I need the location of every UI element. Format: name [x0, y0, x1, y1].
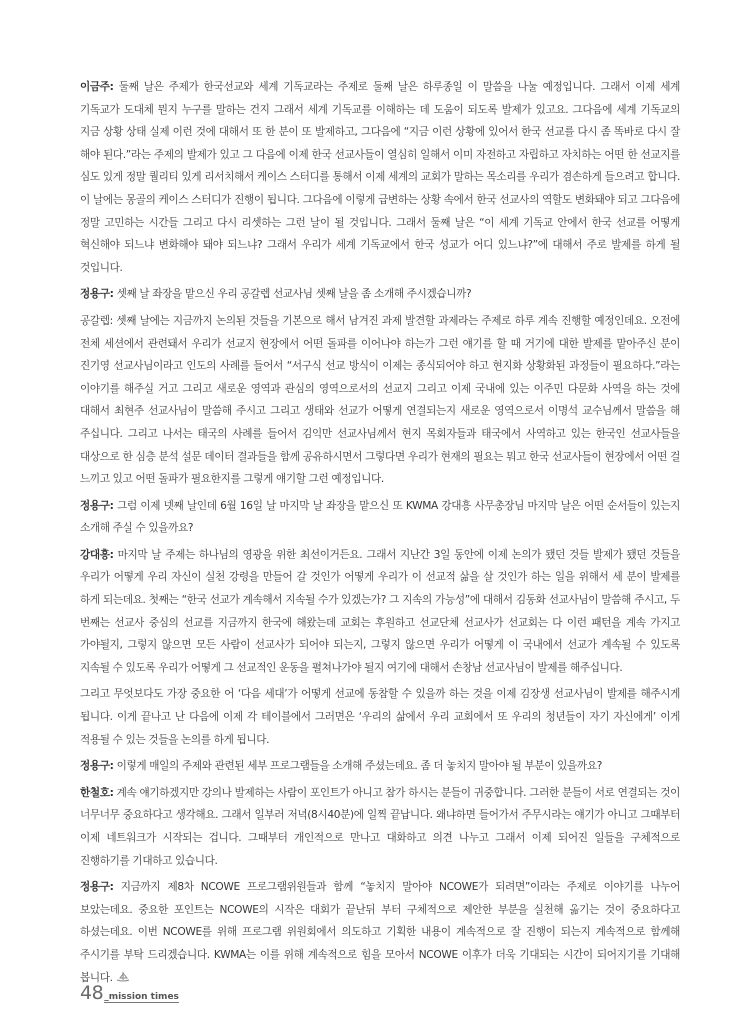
speaker-name: 한철호:	[80, 786, 114, 799]
article-body	[80, 76, 680, 996]
paragraph-text: 그럼 이제 넷째 날인데 6월 16일 날 마지막 날 좌장을 맡으신 또 KWMA 강대흥 사무총장님 마지막 날은 어떤 순서들이 있는지 소개해 주실 수 있을까요?	[80, 499, 680, 535]
page-footer	[80, 982, 179, 1004]
page-number: 48	[80, 982, 104, 1004]
speaker-name: 강대흥:	[80, 548, 114, 561]
paragraph	[80, 755, 680, 778]
paragraph	[80, 283, 680, 306]
paragraph	[80, 544, 680, 680]
paragraph	[80, 782, 680, 872]
speaker-name: 정용구:	[80, 881, 114, 894]
paragraph-text: 그리고 무엇보다도 가장 중요한 어 ‘다음 세대’가 어떻게 선교에 동참할 수 있을까 하는 것을 이제 김장생 선교사님이 발제를 해주시게 됩니다. 이게 끝나고 난 다음에 이제 각 테이블에서 그러면은 ‘우리의 삶에서 우리 교회에서 또 우리의 청년들이 자기 자신에게’ 이게 적용될 수 있는 것들을 논의를 하게 됩니다.	[80, 688, 680, 746]
paragraph-text: 지금까지 제8차 NCOWE 프로그램위원들과 함께 “놓치지 말아야 NCOWE가 되려면”이라는 주제로 이야기를 나누어 보았는데요. 중요한 포인트는 NCOWE의 시작은 대회가 끝난뒤 부터 구체적으로 제안한 부분을 실천해 옮기는 것이 중요하다고 하셨는데요. 이번 NCOWE를 위해 프로그램 위원회에서 의도하고 기획한 내용이 계속적으로 잘 진행이 되는지 계속적으로 함께해 주시기를 부탁 드리겠습니다. KWMA는 이를 위해 계속적으로 힘을 모아서 NCOWE 이후가 더욱 기대되는 시간이 되어지기를 기대해 봅니다.	[80, 881, 680, 984]
paragraph	[80, 876, 680, 992]
speaker-name: 정용구:	[80, 760, 114, 773]
paragraph	[80, 310, 680, 491]
speaker-name: 이금주:	[80, 81, 114, 93]
speaker-name: 정용구:	[80, 288, 114, 301]
speaker-name: 정용구:	[80, 499, 114, 512]
paragraph	[80, 76, 680, 279]
paragraph-text: 둘째 날은 주제가 한국선교와 세계 기독교라는 주제로 둘째 날은 하루종일 이 말씀을 나눌 예정입니다. 그래서 이제 세계 기독교가 도대체 뭔지 누구를 말하는 건지 그래서 세계 기독교를 이해하는 데 도움이 되도록 발제가 있고요. 그다음에 세계 기독교의 지금 상황 상태 실제 이런 것에 대해서 또 한 분이 또 발제하고, 그다음에 “지금 이런 상황에 있어서 한국 선교를 다시 좀 똑바로 다시 잘 해야 된다.”라는 주제의 발제가 있고 그 다음에 이제 한국 선교사들이 열심히 일해서 이미 자전하고 자립하고 자치하는 어떤 한 선교지를 심도 있게 정말 퀄리티 있게 리서치해서 케이스 스터디를 통해서 이제 세계의 교회가 말하는 목소리를 우리가 겸손하게 들으려고 합니다. 이 날에는 몽골의 케이스 스터디가 진행이 됩니다. 그다음에 이렇게 급변하는 상황 속에서 한국 선교사의 역할도 변화돼야 되고 그다음에 정말 고민하는 시간들 그리고 다시 리셋하는 그런 날이 될 것입니다. 그래서 둘째 날은 “이 세계 기독교 안에서 한국 선교를 어떻게 혁신해야 되느냐 변화해야 돼야 되느냐? 그래서 우리가 세계 기독교에서 한국 성교가 어디 있느냐?”에 대해서 주로 발제를 하게 될 것입니다.	[80, 81, 680, 274]
paragraph-text: 마지막 날 주제는 하나님의 영광을 위한 최선이거든요. 그래서 지난간 3일 동안에 이제 논의가 됐던 것들 발제가 됐던 것들을 우리가 어떻게 우리 자신이 실천 강령을 만들어 갈 것인가 어떻게 우리가 이 선교적 삶을 살 것인가 하는 일을 위해서 세 분이 발제를 하게 되는데요. 첫째는 “한국 선교가 계속해서 지속될 수가 있겠는가? 그 지속의 가능성”에 대해서 김동화 선교사님이 말씀해 주시고, 두 번째는 선교사 중심의 선교를 지금까지 한국에 해왔는데 교회는 후원하고 선교단체 선교사가 선교회는 다 이런 패턴을 계속 가지고 가야될지, 그렇지 않으면 모든 사람이 선교사가 되어야 되는지, 그렇지 않으면 우리가 어떻게 이 국내에서 선교가 계속될 수 있도록 지속될 수 있도록 우리가 어떻게 그 선교적인 운동을 펼쳐나가야 될지 여기에 대해서 손창남 선교사님이 발제를 해주십니다.	[80, 548, 680, 674]
paragraph	[80, 495, 680, 540]
paragraph-text: 공갈렙: 셋째 날에는 지금까지 논의된 것들을 기본으로 해서 남겨진 과제 발견할 과제라는 주제로 하루 계속 진행할 예정인데요. 오전에 전체 세션에서 관련돼서 우리가 선교지 현장에서 어떤 돌파를 이어나야 하는가 그런 얘기를 할 때 거기에 대한 발제를 맡아주신 분이 진기영 선교사님이라고 인도의 사례를 들어서 “서구식 선교 방식이 이제는 종식되어야 하고 현지화 상황화된 과정들이 필요하다.”라는 이야기를 해주실 거고 그리고 새로운 영역과 관심의 영역으로서의 선교지 그리고 이제 국내에 있는 이주민 다문화 사역을 하는 것에 대해서 최현주 선교사님이 말씀해 주시고 그리고 생태와 선교가 어떻게 연결되는지 새로운 영역으로서 이명석 교수님께서 말씀을 해 주십니다. 그리고 나서는 태국의 사례를 들어서 김익만 선교사님께서 현지 목회자들과 태국에서 사역하고 있는 한국인 선교사들을 대상으로 한 심층 분석 설문 데이터 결과들을 함께 공유하시면서 그렇다면 우리가 현재의 필요는 뭐고 한국 선교사들이 현장에서 어떤 걸 느끼고 있고 어떤 돌파가 필요한지를 그렇게 얘기할 그런 예정입니다.	[80, 314, 680, 486]
paragraph-text: 계속 얘기하겠지만 강의나 발제하는 사람이 포인트가 아니고 참가 하시는 분들이 귀중합니다. 그러한 분들이 서로 연결되는 것이 너무너무 중요하다고 생각해요. 그래서 일부러 저녁(8시40분)에 일찍 끝납니다. 왜냐하면 들어가서 주무시라는 얘기가 아니고 그때부터 이제 네트워크가 시작되는 겁니다. 그때부터 개인적으로 만나고 대화하고 의견 나누고 그래서 이제 되어진 일들을 구체적으로 진행하기를 기대하고 있습니다.	[80, 786, 680, 867]
magazine-name: _mission times	[104, 992, 179, 1002]
paragraph-text: 셋째 날 좌장을 맡으신 우리 공갈렙 선교사님 셋째 날을 좀 소개해 주시겠습니까?	[113, 288, 472, 301]
paragraph	[80, 683, 680, 751]
paragraph-text: 이렇게 매일의 주제와 관련된 세부 프로그램들을 소개해 주셨는데요. 좀 더 놓치지 말아야 될 부분이 있을까요?	[113, 760, 602, 773]
